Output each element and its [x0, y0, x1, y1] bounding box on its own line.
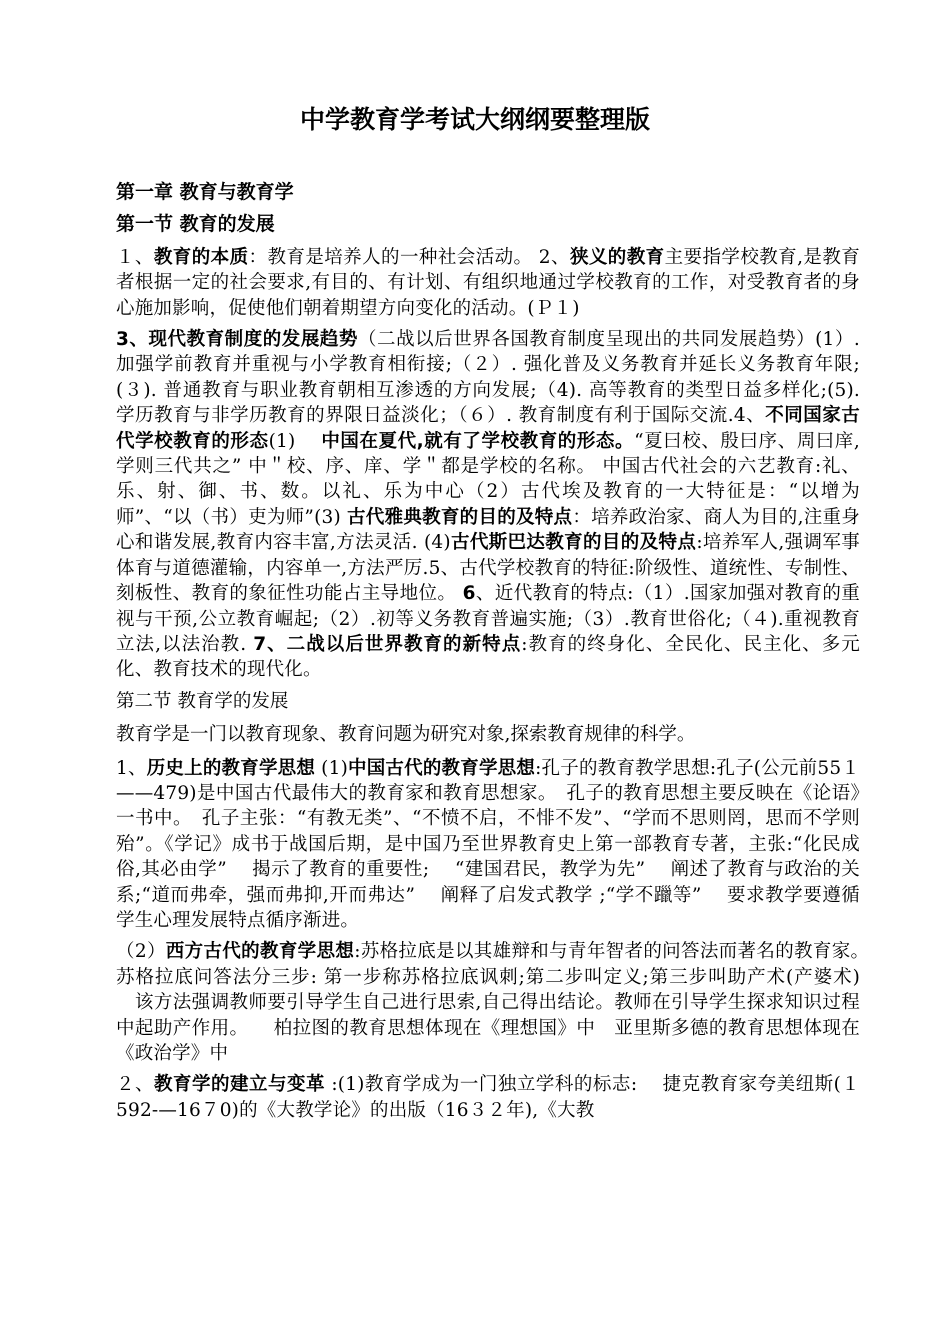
- p2-run-1: （二战以后世界各国教育制度呈现出的共同发展趋势）(1）.加强学前教育并重视与小学教育相衔接;（２）. 强化普及义务教育并延长义务教育年限;(３). 普通教育与职业教育朝相互渗透的方向发展;（4). 高等教育的类型日益多样化;(5). 学历教育与非学历教育的界限日益淡化；（６）. 教育制度有利于国际交流.4、: [116, 329, 860, 427]
- paragraph-5: [116, 939, 879, 1066]
- p1-run-2: ：教育是培养人的一种社会活动。 2、: [248, 246, 570, 268]
- p2-run-12: 7、二战以后世界教育的新特点: [253, 633, 522, 655]
- p4-run-1: 历史上的教育学思想: [146, 757, 316, 779]
- chapter-heading: 第一章 教育与教育学: [116, 181, 294, 203]
- p2-run-2: 不同国家古代学校教育的形态: [116, 405, 860, 452]
- p2-run-11: 、近代教育的特点:（1）.国家加强对教育的重视与干预,公立教育崛起;（2）.初等义务教育普遍实施;（3）.教育世俗化;（４).重视教育立法,以法治教.: [116, 583, 860, 655]
- p5-run-0: （2）: [116, 941, 166, 963]
- p6-run-2: :(1)教育学成为一门独立学科的标志: 捷克教育家夸美纽斯(１592-—16７0)的《大教学论》的出版（16３２年),《大教: [116, 1074, 860, 1121]
- p1-run-3: 狭义的教育: [569, 246, 665, 268]
- paragraph-1: [116, 245, 860, 321]
- p1-run-0: １、: [116, 246, 154, 268]
- section-heading-2: 第二节 教育学的发展: [116, 690, 289, 712]
- p4-run-4: :孔子的教育教学思想:孔子(公元前55１——479)是中国古代最伟大的教育家和教育思想家。 孔子的教育思想主要反映在《论语》一书中。 孔子主张：“有教无类”、“不愤不启，不悱不发”、“学而不思则罔，思而不学则殆”。《学记》成书于战国后期，是中国乃至世界教育史上第一部教育专著，主张:“化民成俗,其必由学” 揭示了教育的重要性; “建国君民，教学为先” 阐述了教育与政治的关系;“道而弗牵，强而弗抑,开而弗达” 阐释了启发式教学 ;“学不躐等” 要求教学要遵循学生心理发展特点循序渐进。: [116, 757, 860, 931]
- p1-run-4: 主要指学校教育,是教育者根据一定的社会要求,有目的、有计划、有组织地通过学校教育的工作，对受教育者的身心施加影响，促使他们朝着期望方向变化的活动。(Ｐ１): [116, 246, 860, 319]
- p2-run-9: :培养军人,强调军事体育与道德灌输，内容单一,方法严厉.5、古代学校教育的特征:阶级性、道统性、专制性、刻板性、教育的象征性功能占主导地位。: [116, 532, 860, 605]
- p2-run-8: 古代斯巴达教育的目的及特点: [450, 532, 697, 554]
- p1-run-1: 教育的本质: [153, 246, 249, 268]
- paragraph-6: [116, 1072, 860, 1123]
- paragraph-3: 教育学是一门以教育现象、教育问题为研究对象,探索教育规律的科学。: [116, 724, 696, 746]
- document-title: 中学教育学考试大纲纲要整理版: [299, 105, 650, 134]
- paragraph-4: [116, 756, 860, 934]
- p6-run-0: ２、: [116, 1074, 154, 1096]
- p5-run-1: 西方古代的教育学思想: [165, 941, 355, 963]
- p2-run-0: 3、现代教育制度的发展趋势: [116, 329, 358, 351]
- p4-run-0: 1、: [116, 757, 147, 779]
- p2-run-3: (1): [268, 430, 322, 452]
- paragraph-2: [116, 327, 860, 683]
- p5-run-2: :苏格拉底是以其雄辩和与青年智者的问答法而著名的教育家。 苏格拉底问答法分三步: 第一步称苏格拉底讽刺;第二步叫定义;第三步叫助产术(产婆术) 该方法强调教师要引导学生自己进行思索,自己得出结论。教师在引导学生探求知识过程中起助产作用。 柏拉图的教育思想体现在《理想国》中 亚里斯多德的教育思想体现在《政治学》中: [116, 941, 879, 1064]
- p4-run-2: (1): [315, 757, 348, 779]
- p2-run-6: 古代雅典教育的目的及特点: [347, 506, 573, 528]
- p2-run-7: ：培养政治家、商人为目的,注重身心和谐发展,教育内容丰富,方法灵活. (4): [116, 506, 860, 554]
- p2-run-13: :教育的终身化、全民化、民主化、多元化、教育技术的现代化。: [116, 633, 860, 681]
- p2-run-10: 6: [462, 583, 476, 605]
- p2-run-5: “夏曰校、殷曰序、周曰庠,学则三代共之” 中＂校、序、庠、学＂都是学校的名称。 中国古代社会的六艺教育:礼、乐、射、御、书、数。以礼、乐为中心（2）古代埃及教育的一大特征是：“以增为师”、“以（书）吏为师”(3): [116, 430, 860, 528]
- p2-run-4: 中国在夏代,就有了学校教育的形态。: [321, 430, 635, 452]
- document-body: [116, 180, 879, 1129]
- p4-run-3: 中国古代的教育学思想: [348, 757, 536, 779]
- section-heading-1: 第一节 教育的发展: [116, 213, 275, 236]
- p6-run-1: 教育学的建立与变革: [154, 1074, 325, 1096]
